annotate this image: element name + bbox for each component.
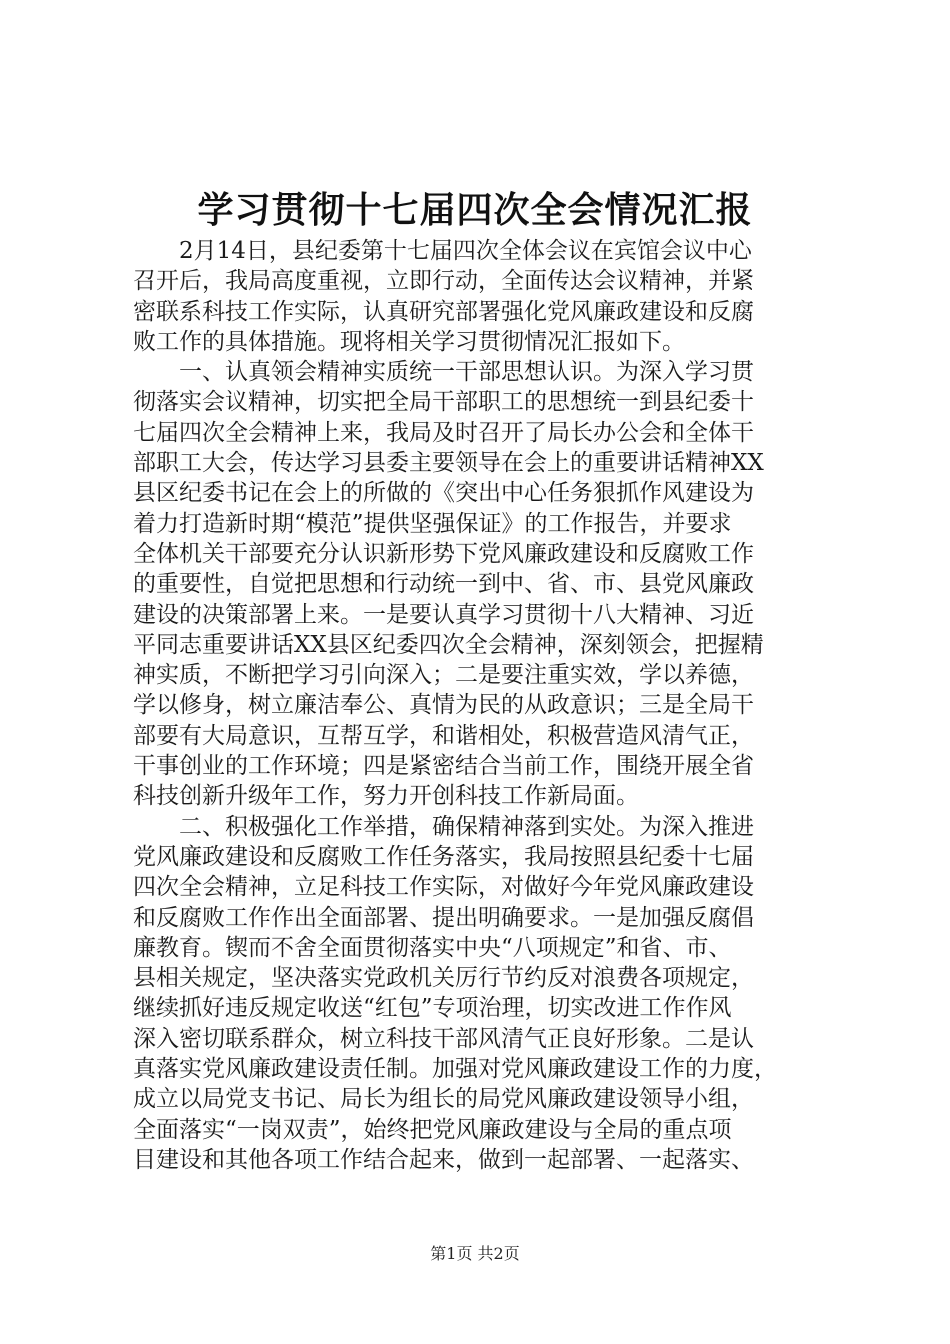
body-text-line: 目建设和其他各项工作结合起来，做到一起部署、一起落实、 <box>133 1146 754 1173</box>
body-text-line: 部职工大会，传达学习县委主要领导在会上的重要讲话精神XX <box>133 450 764 477</box>
body-text-line: 全体机关干部要充分认识新形势下党风廉政建设和反腐败工作 <box>133 540 754 567</box>
page-number-footer: 第1页 共2页 <box>430 1244 520 1263</box>
body-text-line: 一、认真领会精神实质统一干部思想认识。为深入学习贯 <box>133 359 754 386</box>
body-text-line: 四次全会精神，立足科技工作实际，对做好今年党风廉政建设 <box>133 874 754 901</box>
document-body <box>133 236 853 1175</box>
body-text-line: 七届四次全会精神上来，我局及时召开了局长办公会和全体干 <box>133 419 754 446</box>
body-text-line: 深入密切联系群众，树立科技干部风清气正良好形象。二是认 <box>133 1025 754 1052</box>
body-text-line: 县区纪委书记在会上的所做的《突出中心任务狠抓作风建设为 <box>133 480 754 507</box>
body-text-line: 继续抓好违反规定收送“红包”专项治理，切实改进工作作风 <box>133 995 732 1022</box>
body-text-line: 败工作的具体措施。现将相关学习贯彻情况汇报如下。 <box>133 328 685 355</box>
body-text-line: 和反腐败工作作出全面部署、提出明确要求。一是加强反腐倡 <box>133 904 754 931</box>
body-text-line: 科技创新升级年工作，努力开创科技工作新局面。 <box>133 783 639 810</box>
body-text-line: 二、积极强化工作举措，确保精神落到实处。为深入推进 <box>133 813 754 840</box>
body-text-line: 真落实党风廉政建设责任制。加强对党风廉政建设工作的力度， <box>133 1056 777 1083</box>
body-text-line: 神实质，不断把学习引向深入；二是要注重实效，学以养德， <box>133 662 754 689</box>
body-text-line: 召开后，我局高度重视，立即行动，全面传达会议精神，并紧 <box>133 268 754 295</box>
body-text-line: 廉教育。锲而不舍全面贯彻落实中央“八项规定”和省、市、 <box>133 934 732 961</box>
body-text-line: 平同志重要讲话XX县区纪委四次全会精神，深刻领会，把握精 <box>133 631 764 658</box>
body-text-line: 着力打造新时期“模范”提供坚强保证》的工作报告，并要求 <box>133 510 732 537</box>
body-text-line: 县相关规定，坚决落实党政机关厉行节约反对浪费各项规定， <box>133 965 754 992</box>
body-text-line: 全面落实“一岗双责”，始终把党风廉政建设与全局的重点项 <box>133 1116 732 1143</box>
body-text-line: 建设的决策部署上来。一是要认真学习贯彻十八大精神、习近 <box>133 601 754 628</box>
body-text-line: 密联系科技工作实际，认真研究部署强化党风廉政建设和反腐 <box>133 298 754 325</box>
body-text-line: 成立以局党支书记、局长为组长的局党风廉政建设领导小组， <box>133 1086 754 1113</box>
body-text-line: 部要有大局意识，互帮互学，和谐相处，积极营造风清气正， <box>133 722 754 749</box>
body-text-line: 彻落实会议精神，切实把全局干部职工的思想统一到县纪委十 <box>133 389 754 416</box>
body-text-line: 的重要性，自觉把思想和行动统一到中、省、市、县党风廉政 <box>133 571 754 598</box>
document-title: 学习贯彻十七届四次全会情况汇报 <box>197 189 753 231</box>
body-text-line: 学以修身，树立廉洁奉公、真情为民的从政意识；三是全局干 <box>133 692 754 719</box>
body-text-line: 2月14日，县纪委第十七届四次全体会议在宾馆会议中心 <box>133 238 752 264</box>
body-text-line: 党风廉政建设和反腐败工作任务落实，我局按照县纪委十七届 <box>133 843 754 870</box>
body-text-line: 干事创业的工作环境；四是紧密结合当前工作，围绕开展全省 <box>133 753 754 780</box>
